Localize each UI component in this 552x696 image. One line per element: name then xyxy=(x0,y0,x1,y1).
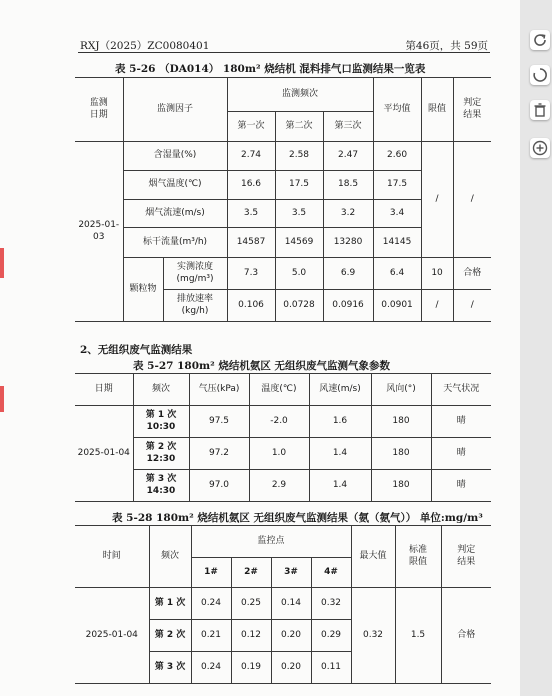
judgement-cell: 合格 xyxy=(453,258,491,290)
table-row xyxy=(75,258,491,290)
weather-parameter-table xyxy=(75,373,491,502)
value-cell: 0.24 xyxy=(191,588,231,620)
header-cell: 天气状况 xyxy=(431,374,491,406)
value-cell: 0.11 xyxy=(311,652,351,684)
header-frequency: 监测频次 xyxy=(227,78,373,112)
value-cell: 2.58 xyxy=(275,142,323,171)
value-cell: 1.0 xyxy=(249,438,309,470)
value-cell: 0.19 xyxy=(231,652,271,684)
value-cell: 晴 xyxy=(431,470,491,502)
point-4: 4# xyxy=(311,558,351,588)
standard-limit-cell: 1.5 xyxy=(395,588,441,684)
average-cell: 3.4 xyxy=(373,200,421,228)
header-limit: 限值 xyxy=(421,78,453,142)
table-row xyxy=(75,470,491,502)
value-cell: 18.5 xyxy=(323,171,373,200)
value-cell: 3.2 xyxy=(323,200,373,228)
table-row xyxy=(75,142,491,171)
header-divider xyxy=(78,52,490,53)
judgement-cell: / xyxy=(453,142,491,258)
max-cell: 0.32 xyxy=(351,588,395,684)
value-cell: 180 xyxy=(371,438,431,470)
header-row xyxy=(75,374,491,406)
point-1: 1# xyxy=(191,558,231,588)
frequency-cell: 第 2 次 xyxy=(149,620,191,652)
date-cell: 2025-01-04 xyxy=(75,588,149,684)
value-cell: 6.9 xyxy=(323,258,373,290)
value-cell: 97.0 xyxy=(189,470,249,502)
factor-cell: 含湿量(%) xyxy=(123,142,227,171)
value-cell: 1.4 xyxy=(309,470,371,502)
frequency-cell: 第 3 次 14:30 xyxy=(133,470,189,502)
average-cell: 0.0901 xyxy=(373,290,421,322)
header-second: 第二次 xyxy=(275,112,323,142)
header-third: 第三次 xyxy=(323,112,373,142)
doc-number: RXJ（2025）ZC0080401 xyxy=(80,40,210,52)
value-cell: 晴 xyxy=(431,438,491,470)
table-caption: 表 5-27 180m² 烧结机氨区 无组织废气监测气象参数 xyxy=(133,360,391,372)
value-cell: 3.5 xyxy=(227,200,275,228)
header-cell: 日期 xyxy=(75,374,133,406)
point-3: 3# xyxy=(271,558,311,588)
value-cell: 0.20 xyxy=(271,652,311,684)
loading-icon[interactable] xyxy=(530,65,550,85)
value-cell: 5.0 xyxy=(275,258,323,290)
header-standard-limit: 标准 限值 xyxy=(395,526,441,588)
header-time: 时间 xyxy=(75,526,149,588)
page-number: 第46页，共 59页 xyxy=(405,40,488,52)
value-cell: 0.106 xyxy=(227,290,275,322)
value-cell: 13280 xyxy=(323,228,373,258)
value-cell: 0.14 xyxy=(271,588,311,620)
value-cell: 3.5 xyxy=(275,200,323,228)
limit-cell: / xyxy=(421,142,453,258)
frequency-cell: 第 1 次 10:30 xyxy=(133,406,189,438)
ammonia-result-table xyxy=(75,525,491,684)
value-cell: 97.5 xyxy=(189,406,249,438)
pm-subfactor: 排放速率 (kg/h) xyxy=(163,290,227,322)
value-cell: 0.32 xyxy=(311,588,351,620)
header-cell: 温度(℃) xyxy=(249,374,309,406)
value-cell: 14569 xyxy=(275,228,323,258)
value-cell: 0.29 xyxy=(311,620,351,652)
value-cell: 17.5 xyxy=(275,171,323,200)
header-monitoring-points: 监控点 xyxy=(191,526,351,558)
value-cell: 180 xyxy=(371,406,431,438)
value-cell: 14587 xyxy=(227,228,275,258)
header-average: 平均值 xyxy=(373,78,421,142)
average-cell: 6.4 xyxy=(373,258,421,290)
header-first: 第一次 xyxy=(227,112,275,142)
header-cell: 风速(m/s) xyxy=(309,374,371,406)
factor-cell: 烟气流速(m/s) xyxy=(123,200,227,228)
frequency-cell: 第 2 次 12:30 xyxy=(133,438,189,470)
add-icon[interactable] xyxy=(530,138,550,158)
value-cell: 晴 xyxy=(431,406,491,438)
stack-monitoring-table xyxy=(75,77,491,322)
header-max: 最大值 xyxy=(351,526,395,588)
header-judgement: 判定 结果 xyxy=(453,78,491,142)
pm-label: 颗粒物 xyxy=(123,258,163,322)
average-cell: 14145 xyxy=(373,228,421,258)
header-factor: 监测因子 xyxy=(123,78,227,142)
table-row xyxy=(75,438,491,470)
value-cell: 1.6 xyxy=(309,406,371,438)
section-title: 2、无组织废气监测结果 xyxy=(80,344,193,356)
header-cell: 气压(kPa) xyxy=(189,374,249,406)
value-cell: 97.2 xyxy=(189,438,249,470)
date-cell: 2025-01-03 xyxy=(75,142,123,322)
limit-cell: 10 xyxy=(421,258,453,290)
factor-cell: 烟气温度(℃) xyxy=(123,171,227,200)
pm-subfactor: 实测浓度 (mg/m³) xyxy=(163,258,227,290)
value-cell: 0.24 xyxy=(191,652,231,684)
value-cell: 0.12 xyxy=(231,620,271,652)
header-date: 监测 日期 xyxy=(75,78,123,142)
value-cell: 2.9 xyxy=(249,470,309,502)
table-row xyxy=(75,406,491,438)
value-cell: 0.25 xyxy=(231,588,271,620)
value-cell: 2.47 xyxy=(323,142,373,171)
judgement-cell: 合格 xyxy=(441,588,491,684)
value-cell: 2.74 xyxy=(227,142,275,171)
red-stamp-edge xyxy=(0,248,4,278)
header-judgement: 判定 结果 xyxy=(441,526,491,588)
value-cell: 0.0728 xyxy=(275,290,323,322)
value-cell: 7.3 xyxy=(227,258,275,290)
judgement-cell: / xyxy=(453,290,491,322)
factor-cell: 标干流量(m³/h) xyxy=(123,228,227,258)
value-cell: 16.6 xyxy=(227,171,275,200)
value-cell: 0.20 xyxy=(271,620,311,652)
rotate-icon[interactable] xyxy=(530,30,550,50)
point-2: 2# xyxy=(231,558,271,588)
value-cell: 180 xyxy=(371,470,431,502)
value-cell: 0.21 xyxy=(191,620,231,652)
table-caption: 表 5-28 180m² 烧结机氨区 无组织废气监测结果（氨（氨气）） 单位:mg/m³ xyxy=(112,512,483,524)
value-cell: -2.0 xyxy=(249,406,309,438)
frequency-cell: 第 1 次 xyxy=(149,588,191,620)
value-cell: 0.0916 xyxy=(323,290,373,322)
red-stamp-edge xyxy=(0,386,4,412)
value-cell: 1.4 xyxy=(309,438,371,470)
header-cell: 风向(°) xyxy=(371,374,431,406)
header-cell: 频次 xyxy=(133,374,189,406)
limit-cell: / xyxy=(421,290,453,322)
frequency-cell: 第 3 次 xyxy=(149,652,191,684)
date-cell: 2025-01-04 xyxy=(75,406,133,502)
average-cell: 17.5 xyxy=(373,171,421,200)
average-cell: 2.60 xyxy=(373,142,421,171)
table-caption: 表 5-26 （DA014） 180m² 烧结机 混料排气口监测结果一览表 xyxy=(115,63,426,75)
header-frequency: 频次 xyxy=(149,526,191,588)
delete-icon[interactable] xyxy=(530,100,550,120)
table-row xyxy=(75,588,491,620)
